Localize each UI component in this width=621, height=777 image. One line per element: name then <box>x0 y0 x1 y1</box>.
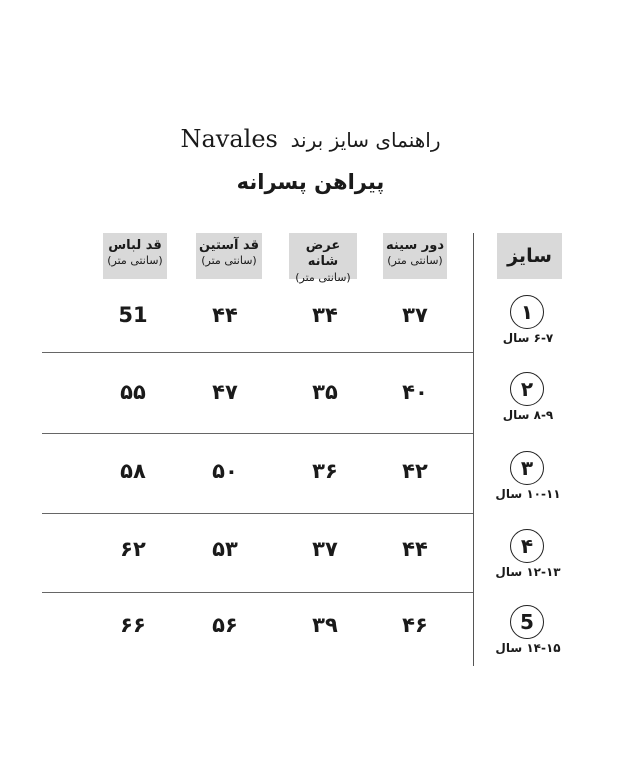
brand-name: Navales <box>180 125 278 153</box>
length-value: ۵۵ <box>120 380 146 404</box>
shoulder-value: ۳۵ <box>312 380 338 404</box>
header-shoulder <box>289 233 357 284</box>
size-badge: 5 <box>510 605 544 639</box>
header-length <box>103 233 167 279</box>
header-chest <box>383 233 447 279</box>
header-chest-unit: (سانتی متر) <box>387 254 443 268</box>
header-length-unit: (سانتی متر) <box>107 254 163 268</box>
table-row <box>0 605 621 685</box>
header-sleeve-unit: (سانتی متر) <box>201 254 257 268</box>
age-range: ۱۲-۱۳ سال <box>495 565 561 579</box>
sleeve-value: ۵۳ <box>212 537 238 561</box>
header-shoulder-unit: (سانتی متر) <box>295 270 351 284</box>
sleeve-value: ۵۰ <box>212 459 238 483</box>
page-subtitle: پیراهن پسرانه <box>236 170 385 194</box>
chest-value: ۴۴ <box>402 537 428 561</box>
size-badge: ۳ <box>510 451 544 485</box>
sleeve-value: ۵۶ <box>212 613 238 637</box>
shoulder-value: ۳۶ <box>312 459 338 483</box>
chest-value: ۴۶ <box>402 613 428 637</box>
age-range: ۶-۷ سال <box>502 331 554 345</box>
age-range: ۸-۹ سال <box>502 408 554 422</box>
table-row <box>0 529 621 609</box>
header-sleeve <box>196 233 262 279</box>
sleeve-value: ۴۴ <box>212 303 238 327</box>
length-value: 51 <box>118 303 148 327</box>
header-size: سایز <box>497 233 562 279</box>
header-sleeve-label: قد آستین <box>198 238 260 253</box>
size-badge: ۲ <box>510 372 544 406</box>
size-badge: ۱ <box>510 295 544 329</box>
page-title <box>0 125 621 153</box>
shoulder-value: ۳۴ <box>312 303 338 327</box>
length-value: ۵۸ <box>120 459 146 483</box>
size-badge: ۴ <box>510 529 544 563</box>
table-row <box>0 295 621 375</box>
chest-value: ۴۰ <box>402 380 428 404</box>
table-row <box>0 372 621 452</box>
chest-value: ۳۷ <box>402 303 428 327</box>
length-value: ۶۲ <box>120 537 146 561</box>
header-chest-label: دور سینه <box>385 238 445 253</box>
age-range: ۱۴-۱۵ سال <box>495 641 561 655</box>
length-value: ۶۶ <box>120 613 146 637</box>
shoulder-value: ۳۷ <box>312 537 338 561</box>
title-prefix: راهنمای سایز برند <box>290 128 441 152</box>
table-row <box>0 451 621 531</box>
header-shoulder-label: عرض شانه <box>305 238 341 270</box>
age-range: ۱۰-۱۱ سال <box>495 487 561 501</box>
header-length-label: قد لباس <box>108 238 162 253</box>
sleeve-value: ۴۷ <box>212 380 238 404</box>
shoulder-value: ۳۹ <box>312 613 338 637</box>
chest-value: ۴۲ <box>402 459 428 483</box>
